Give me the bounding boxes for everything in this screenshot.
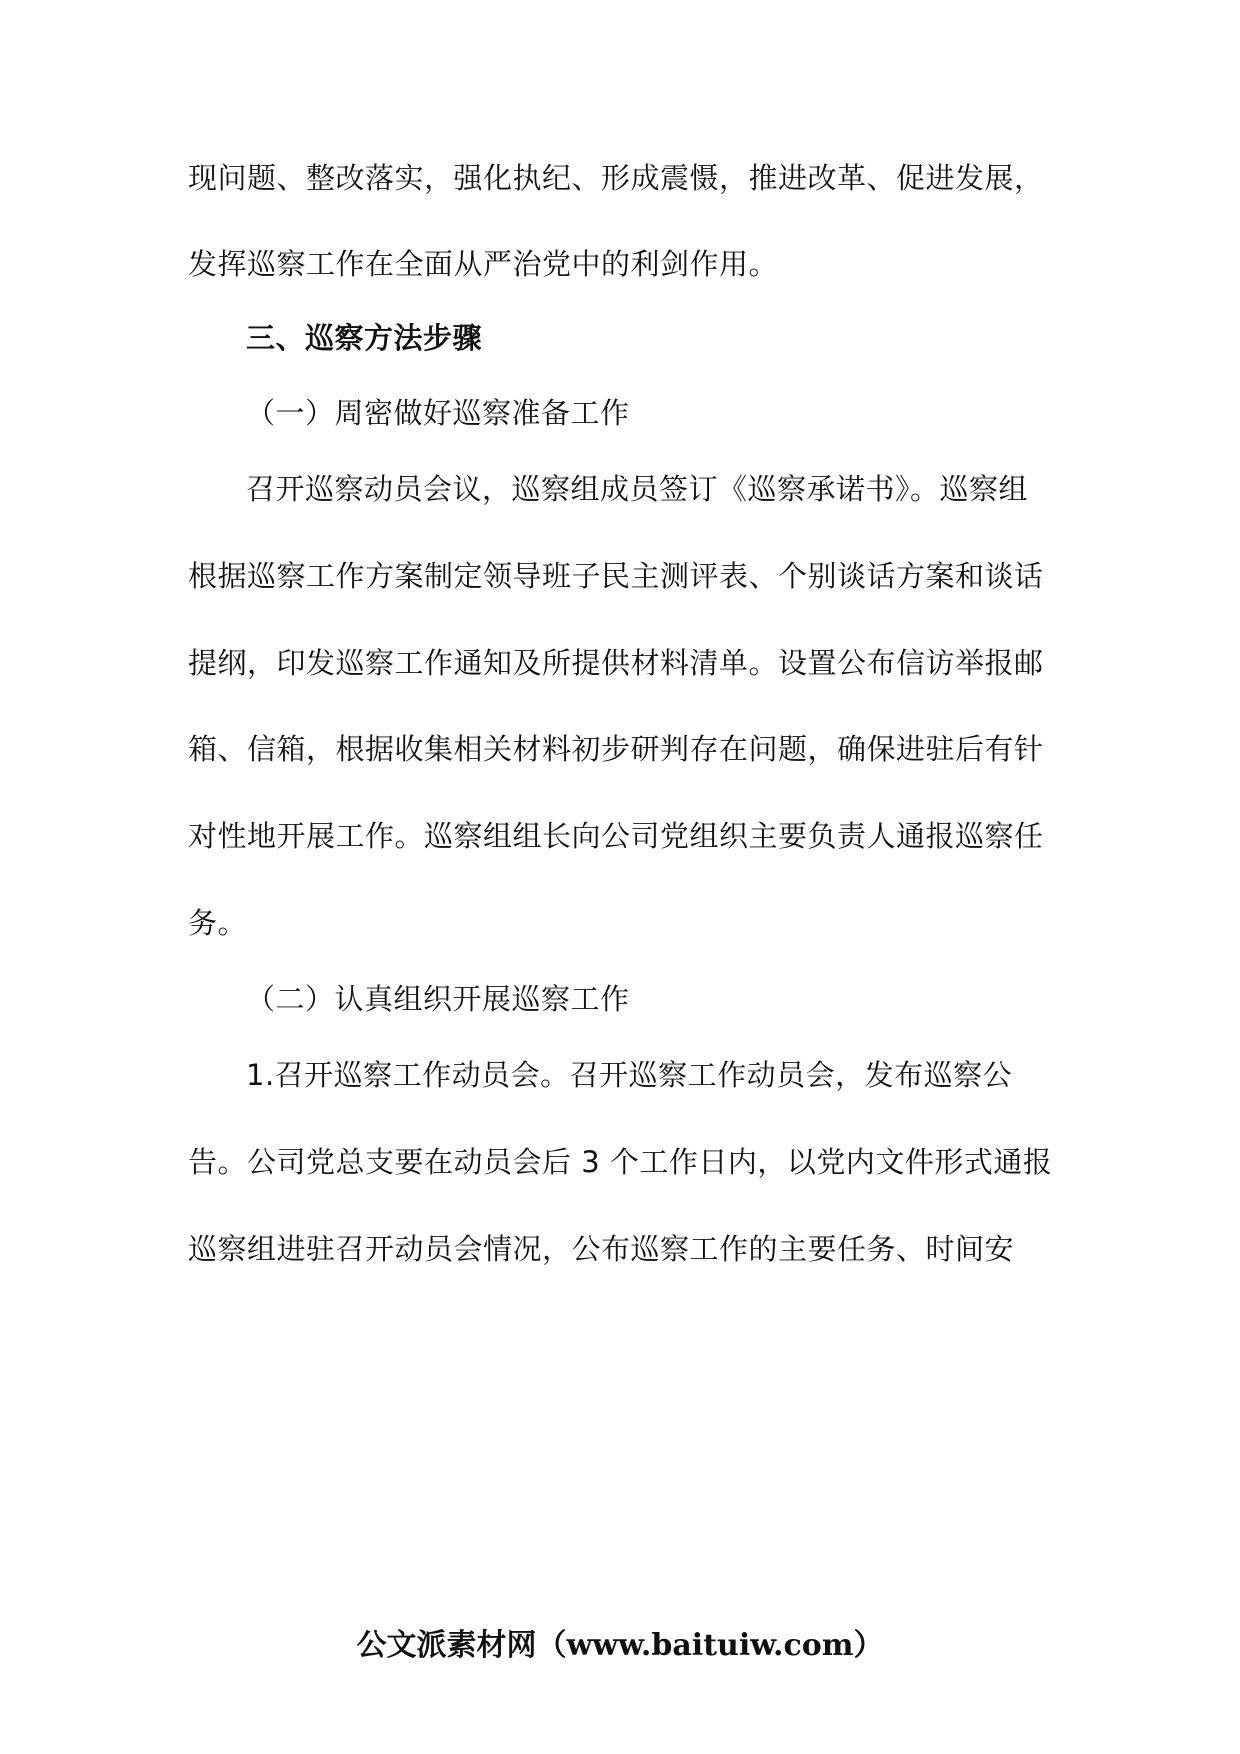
body-line: 告。公司党总支要在动员会后 3 个工作日内，以党内文件形式通报 xyxy=(188,1145,1053,1179)
body-line: 对性地开展工作。巡察组组长向公司党组织主要负责人通报巡察任 xyxy=(188,819,1044,853)
body-line: 召开巡察动员会议，巡察组成员签订《巡察承诺书》。巡察组 xyxy=(246,472,1029,506)
footer-watermark: 公文派素材网（www.baituiw.com） xyxy=(356,1628,884,1663)
body-line: 箱、信箱，根据收集相关材料初步研判存在问题，确保进驻后有针 xyxy=(188,732,1044,766)
section-heading: 三、巡察方法步骤 xyxy=(246,321,483,355)
body-line: 根据巡察工作方案制定领导班子民主测评表、个别谈话方案和谈话 xyxy=(188,559,1044,593)
subsection-heading: （二）认真组织开展巡察工作 xyxy=(246,982,630,1016)
body-line: 发挥巡察工作在全面从严治党中的利剑作用。 xyxy=(188,247,779,281)
subsection-heading: （一）周密做好巡察准备工作 xyxy=(246,396,630,430)
body-line: 现问题、整改落实，强化执纪、形成震慑，推进改革、促进发展， xyxy=(188,161,1044,195)
body-line: 提纲，印发巡察工作通知及所提供材料清单。设置公布信访举报邮 xyxy=(188,646,1044,680)
body-line: 务。 xyxy=(188,906,248,940)
body-line: 巡察组进驻召开动员会情况，公布巡察工作的主要任务、时间安 xyxy=(188,1232,1015,1266)
body-line: 1.召开巡察工作动员会。召开巡察工作动员会，发布巡察公 xyxy=(246,1058,1013,1092)
